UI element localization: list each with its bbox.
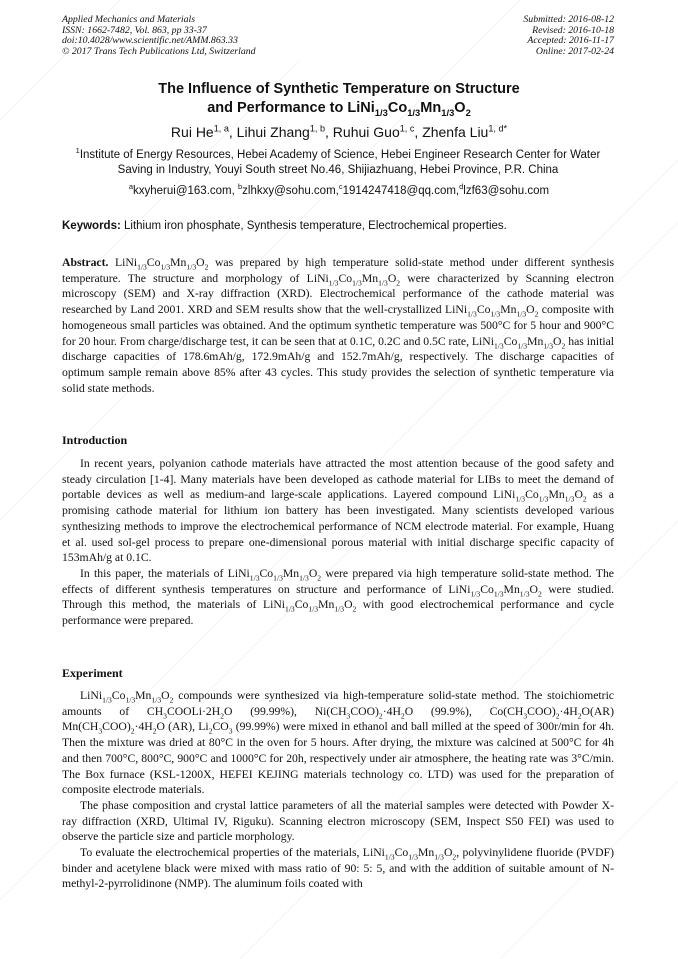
affiliation: $^1$Institute of Energy Resources, Hebei Academy of Science, Hebei Engineer Research Center for Water Saving in Industry, Youyi South street No.46, Shijiazhuang, Hebei Province, P.R. China bbox=[75, 146, 601, 176]
abstract: Abstract. $LiNi_{1/3}Co_{1/3}Mn_{1/3}O_2$ was prepared by high temperature solid-state method under different synthesis temperature. The structure and morphology of $LiNi_{1/3}Co_{1/3}Mn_{1/3}O_2$ were characterized by Scanning electron microscopy (SEM) and X-ray diffraction (XRD). Electrochemical performance of the cathode material was researched by Land 2001. XRD and SEM results show that the well-crystallized $LiNi_{1/3}Co_{1/3}Mn_{1/3}O_2$ composite with homogeneous small particles was obtained. And the optimum synthetic temperature was 500°C for 5 hour and 900°C for 20 hour. From charge/discharge test, it can be seen that at 0.1C, 0.2C and 0.5C rate, $LiNi_{1/3}Co_{1/3}Mn_{1/3}O_2$ has initial discharge capacities of 178.6mAh/g, 172.9mAh/g and 152.7mAh/g, respectively. The discharge capacities of optimum sample remain above 85% after 43 cycles. This study provides the selection of synthetic temperature via solid state methods. bbox=[62, 256, 614, 395]
title-line-2: and Performance to $LiNi_{1/3}Co_{1/3}Mn_{1/3}O_2$ bbox=[207, 100, 471, 118]
abstract-label: Abstract. bbox=[62, 256, 109, 269]
section-heading-introduction: Introduction bbox=[62, 433, 128, 447]
keywords: Keywords: Lithium iron phosphate, Synthesis temperature, Electrochemical properties. bbox=[62, 220, 507, 232]
journal-copyright: © 2017 Trans Tech Publications Ltd, Switzerland bbox=[62, 45, 256, 57]
paragraph: In recent years, polyanion cathode materials have attracted the most attention because of the good safety and steady circulation [1-4]. Many materials have been developed as cathode material for LIBs to meet the demand of portable devices as well as medium-and large-scale applications. Layered compound $LiNi_{1/3}Co_{1/3}Mn_{1/3}O_2$ as a promising cathode material for lithium ion battery has been investigated. Many scientists developed various synthesizing methods to improve the electrochemical performance of NCM electrode material. For example, Huang et al. used sol-gel process to prepare one-dimensional porous material with initial discharge specific capacity of 153mAh/g at 0.1C. bbox=[62, 457, 614, 565]
dates-info bbox=[523, 15, 614, 57]
journal-issn: ISSN: 1662-7482, Vol. 863, pp 33-37 bbox=[62, 24, 207, 36]
introduction-body bbox=[62, 456, 614, 629]
journal-info bbox=[62, 15, 256, 57]
author: Zhenfa Liu$^{1, d*}$ bbox=[422, 123, 508, 140]
title-line-1: The Influence of Synthetic Temperature on Structure bbox=[158, 81, 520, 97]
author-emails: $^a$kxyherui@163.com, $^b$zlhkxy@sohu.com,$^c$1914247418@qq.com,$^d$lzf63@sohu.com bbox=[128, 182, 550, 197]
author: Ruhui Guo$^{1, c}$ bbox=[332, 123, 415, 140]
date-accepted: Accepted: 2016-11-17 bbox=[527, 35, 614, 47]
email-link[interactable]: zlhkxy@sohu.com, bbox=[242, 185, 339, 197]
journal-doi: doi:10.4028/www.scientific.net/AMM.863.33 bbox=[62, 35, 238, 47]
date-revised: Revised: 2016-10-18 bbox=[532, 24, 614, 36]
paragraph: To evaluate the electrochemical properties of the materials, $LiNi_{1/3}Co_{1/3}Mn_{1/3}O_2$, polyvinylidene fluoride (PVDF) binder and acetylene black were mixed with mass ratio of 90: 5: 5, and with the addition of suitable amount of N-methyl-2-pyrrolidinone (NMP). The aluminum foils coated with bbox=[62, 846, 614, 891]
journal-name: Applied Mechanics and Materials bbox=[62, 14, 196, 25]
email-link[interactable]: kxyherui@163.com, bbox=[133, 185, 239, 197]
date-online: Online: 2017-02-24 bbox=[535, 45, 614, 57]
author: Lihui Zhang$^{1, b}$ bbox=[236, 123, 326, 140]
paragraph: The phase composition and crystal lattice parameters of all the material samples were detected with Powder X-ray diffraction (XRD, Ultimal IV, Riguku). Scanning electron microscopy (SEM, Inspect S50 FEI) was used to observe the particle size and particle morphology. bbox=[62, 798, 614, 844]
paragraph: $LiNi_{1/3}Co_{1/3}Mn_{1/3}O_2$ compounds were synthesized via high-temperature solid-state method. The stoichiometric amounts of $CH_3COOLi\cdot 2H_2O$ (99.99%), $Ni(CH_3COO)_2\cdot 4H_2O$ (99.9%), $Co(CH_3COO)_2\cdot 4H_2O(AR)$ $Mn(CH_3COO)_2\cdot 4H_2O$ (AR), $Li_2CO_3$ (99.99%) were mixed in ethanol and ball milled at the speed of 300r/min for 4h. Then the mixture was dried at 80°C in the oven for 5 hours. After drying, the mixture was calcined at 500°C for 4h and then 700°C, 800°C, 900°C and 1000°C for 20h, respectively under air atmosphere, the heating rate was 3°C/min. The Box furnace (KSL-1200X, HEFEI KEJING materials technology co. LTD) was used for the preparation of composite electrode materials. bbox=[62, 689, 614, 797]
email-link[interactable]: lzf63@sohu.com bbox=[463, 185, 550, 197]
paper-title bbox=[40, 80, 638, 118]
paragraph: In this paper, the materials of $LiNi_{1/3}Co_{1/3}Mn_{1/3}O_2$ were prepared via high temperature solid-state method. The effects of different synthesis temperatures on structure and performance of $LiNi_{1/3}Co_{1/3}Mn_{1/3}O_2$ were studied. Through this method, the materials of $LiNi_{1/3}Co_{1/3}Mn_{1/3}O_2$ with good electrochemical performance and cycle performance were prepared. bbox=[62, 566, 615, 628]
author-list: Rui He$^{1, a}$, Lihui Zhang$^{1, b}$, Ruhui Guo$^{1, c}$, Zhenfa Liu$^{1, d*}$ bbox=[170, 123, 508, 140]
author: Rui He$^{1, a}$ bbox=[170, 123, 229, 140]
email-link[interactable]: 1914247418@qq.com, bbox=[342, 185, 460, 197]
section-heading-experiment: Experiment bbox=[62, 666, 123, 680]
experiment-body bbox=[62, 688, 614, 892]
date-submitted: Submitted: 2016-08-12 bbox=[523, 14, 614, 25]
